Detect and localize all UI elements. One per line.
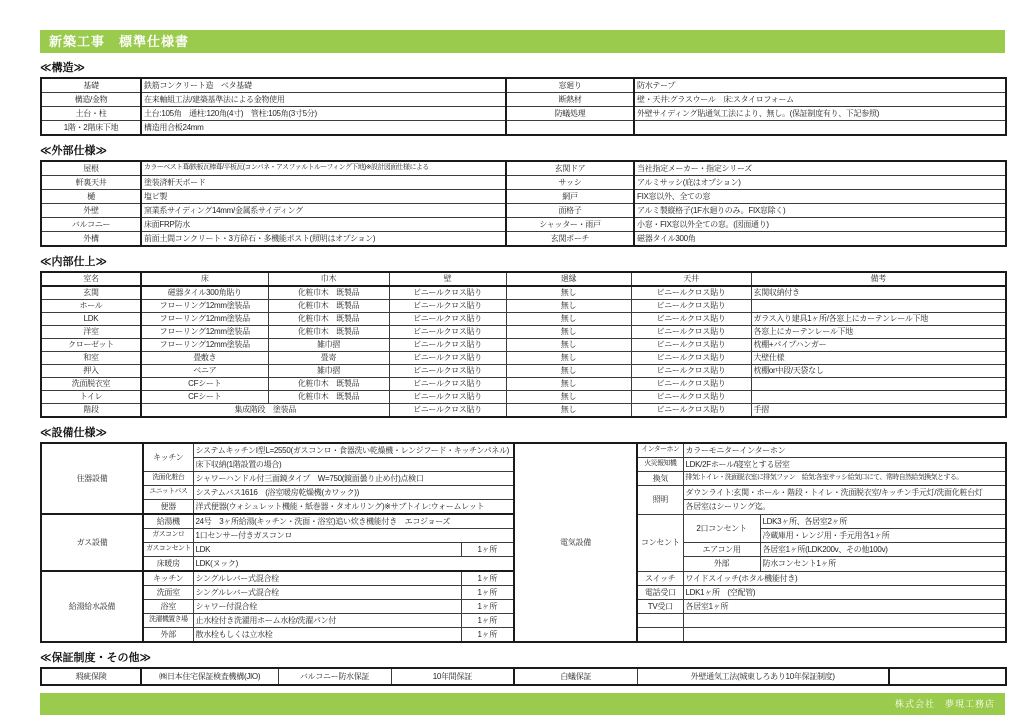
table-cell: 窯業系サイディング14mm/金属系サイディング xyxy=(141,204,506,218)
table-cell: サッシ xyxy=(506,176,634,190)
table-cell: 洋式便器(ウォシュレット機能・紙巻器・タオルリング)※サブトイレ:ウォームレット xyxy=(193,500,514,515)
table-cell: 火災報知機 xyxy=(637,458,683,472)
table-cell: ビニールクロス貼り xyxy=(631,352,751,365)
table-cell: 各居室1ヶ所 xyxy=(683,600,1006,614)
table-cell: シングルレバー式混合栓 xyxy=(193,571,461,586)
table-cell: 玄関ポーチ xyxy=(506,232,634,247)
table-cell: 無し xyxy=(506,326,631,339)
table-cell: ビニールクロス貼り xyxy=(631,313,751,326)
table-cell-empty xyxy=(506,121,634,136)
table-cell: 1ヶ所 xyxy=(461,628,514,643)
table-row xyxy=(41,378,1006,391)
table-cell: 換気 xyxy=(637,472,683,486)
page-title: 新築工事 標準仕様書 xyxy=(49,34,190,49)
table-cell: 無し xyxy=(506,378,631,391)
table-cell: ビニールクロス貼り xyxy=(631,339,751,352)
table-cell: インターホン xyxy=(637,443,683,458)
table-cell: ワイドスイッチ(ホタル機能付き) xyxy=(683,571,1006,586)
table-cell: フローリング12mm塗装品 xyxy=(141,300,268,313)
table-cell: 軒裏天井 xyxy=(41,176,141,190)
warranty-table xyxy=(40,667,1007,686)
table-cell: 備考 xyxy=(751,272,1006,286)
table-cell-empty xyxy=(637,628,683,643)
table-cell: 畳寄 xyxy=(268,352,389,365)
table-cell: 当社指定メーカー・指定シリーズ xyxy=(634,161,1006,176)
table-cell: クローゼット xyxy=(41,339,141,352)
table-cell: 玄関収納付き xyxy=(751,286,1006,300)
table-cell: 無し xyxy=(506,365,631,378)
table-cell: 床下収納(1階設置の場合) xyxy=(193,458,514,472)
table-cell: 手摺 xyxy=(751,404,1006,418)
table-row xyxy=(41,190,1006,204)
table-cell: コンセント xyxy=(637,514,683,571)
table-row xyxy=(41,107,1006,121)
interior-finish-table xyxy=(40,271,1007,418)
table-cell: 電話受口 xyxy=(637,586,683,600)
table-cell: 洗面脱衣室 xyxy=(41,378,141,391)
table-row xyxy=(41,121,1006,136)
table-row xyxy=(41,272,1006,286)
table-cell: 面格子 xyxy=(506,204,634,218)
table-cell: 無し xyxy=(506,391,631,404)
section-heading-warranty: ≪保証制度・その他≫ xyxy=(40,652,152,664)
table-row xyxy=(41,391,1006,404)
table-cell: ダウンライト:玄関・ホール・階段・トイレ・洗面脱衣室/キッチン手元灯/洗面化粧台灯 xyxy=(683,486,1006,500)
table-cell-empty xyxy=(751,378,1006,391)
table-cell: ベニア xyxy=(141,365,268,378)
table-cell: ビニールクロス貼り xyxy=(389,326,506,339)
table-cell: 集成階段 塗装品 xyxy=(141,404,389,418)
table-cell: 浴室 xyxy=(143,600,193,614)
table-cell: 外部 xyxy=(683,557,760,572)
table-cell: 床 xyxy=(141,272,268,286)
table-cell: TV受口 xyxy=(637,600,683,614)
table-row xyxy=(41,339,1006,352)
table-cell: 1ヶ所 xyxy=(461,614,514,628)
table-cell: 化粧巾木 既製品 xyxy=(268,378,389,391)
table-cell: スイッチ xyxy=(637,571,683,586)
table-cell: ビニールクロス貼り xyxy=(631,391,751,404)
table-cell: 壁 xyxy=(389,272,506,286)
table-cell: 無し xyxy=(506,352,631,365)
table-cell: 住器設備 xyxy=(41,443,143,514)
table-cell: 床暖房 xyxy=(143,557,193,572)
table-cell: 和室 xyxy=(41,352,141,365)
section-heading-structure: ≪構造≫ xyxy=(40,62,86,74)
table-row xyxy=(41,352,1006,365)
table-cell: ビニールクロス貼り xyxy=(631,365,751,378)
table-cell: カラーベスト葺/鉄板瓦棒葺/平板瓦(コンパネ・アスファルトルーフィング下地)※設計図面仕様による xyxy=(141,161,506,176)
table-cell: シャッター・雨戸 xyxy=(506,218,634,232)
footer-company-name: 株式会社 夢現工務店 xyxy=(894,699,995,709)
table-cell: 洗面化粧台 xyxy=(143,472,193,486)
table-row xyxy=(41,326,1006,339)
table-cell: 便器 xyxy=(143,500,193,515)
table-cell: フローリング12mm塗装品 xyxy=(141,313,268,326)
table-cell: CFシート xyxy=(141,391,268,404)
table-cell: 化粧巾木 既製品 xyxy=(268,391,389,404)
section-heading-exterior: ≪外部仕様≫ xyxy=(40,145,108,157)
table-cell: キッチン xyxy=(143,443,193,472)
table-row xyxy=(41,443,1006,458)
table-cell: 小窓・FIX窓以外全ての窓。(図面通り) xyxy=(634,218,1006,232)
table-cell: 玄関ドア xyxy=(506,161,634,176)
table-cell: 塗装済軒天ボード xyxy=(141,176,506,190)
table-cell: 1ヶ所 xyxy=(461,543,514,557)
table-cell: アルミ製縦格子(1F水廻りのみ。FIX窓除く) xyxy=(634,204,1006,218)
table-cell: 屋根 xyxy=(41,161,141,176)
table-row xyxy=(41,668,1006,685)
table-row xyxy=(41,313,1006,326)
table-cell: FIX窓以外、全ての窓 xyxy=(634,190,1006,204)
table-cell: ビニールクロス貼り xyxy=(389,313,506,326)
table-cell: 雑巾摺 xyxy=(268,365,389,378)
table-cell-empty xyxy=(889,668,1006,685)
table-cell: 無し xyxy=(506,300,631,313)
table-cell: LDK3ヶ所、各居室2ヶ所 xyxy=(760,514,1006,529)
table-row xyxy=(41,93,1006,107)
table-row xyxy=(41,218,1006,232)
table-cell: エアコン用 xyxy=(683,543,760,557)
table-cell: 1ヶ所 xyxy=(461,600,514,614)
table-cell: キッチン xyxy=(143,571,193,586)
table-cell: ビニールクロス貼り xyxy=(389,404,506,418)
equipment-table xyxy=(40,442,1007,643)
table-cell: LDK xyxy=(193,543,461,557)
table-row xyxy=(41,232,1006,247)
table-cell: 枕棚+パイプハンガー xyxy=(751,339,1006,352)
table-cell: 前面土間コンクリート・3方砕石・多機能ポスト(照明はオプション) xyxy=(141,232,506,247)
table-cell-empty xyxy=(683,614,1006,628)
table-cell: CFシート xyxy=(141,378,268,391)
table-cell: 基礎 xyxy=(41,78,141,93)
table-cell: 雑巾摺 xyxy=(268,339,389,352)
table-cell: ビニールクロス貼り xyxy=(631,326,751,339)
table-cell: LDK1ヶ所 (空配管) xyxy=(683,586,1006,600)
table-cell: 止水栓付き洗濯用ホーム水栓/洗濯パン付 xyxy=(193,614,461,628)
table-cell: 外壁サイディング貼通気工法により、無し。(保証制度有り、下記参照) xyxy=(634,107,1006,121)
table-cell: 化粧巾木 既製品 xyxy=(268,286,389,300)
table-cell: 樋 xyxy=(41,190,141,204)
table-cell: フローリング12mm塗装品 xyxy=(141,326,268,339)
table-cell: ホール xyxy=(41,300,141,313)
table-cell: 階段 xyxy=(41,404,141,418)
table-cell: ビニールクロス貼り xyxy=(389,391,506,404)
table-cell: ガス設備 xyxy=(41,514,143,571)
table-cell: 網戸 xyxy=(506,190,634,204)
section-heading-interior: ≪内部仕上≫ xyxy=(40,256,108,268)
table-cell: 防蟻処理 xyxy=(506,107,634,121)
table-cell: 2口コンセント xyxy=(683,514,760,543)
table-cell: システムキッチンI型L=2550(ガスコンロ・食器洗い乾燥機・レンジフード・キッチンパネル) xyxy=(193,443,514,458)
table-cell: 洋室 xyxy=(41,326,141,339)
table-cell: ガスコンロ xyxy=(143,529,193,543)
table-cell: ビニールクロス貼り xyxy=(631,300,751,313)
table-cell: システムバス1616 (浴室暖房乾燥機(カワック)) xyxy=(193,486,514,500)
table-cell: 化粧巾木 既製品 xyxy=(268,313,389,326)
table-cell: 構造用合板24mm xyxy=(141,121,506,136)
table-cell: 給湯給水設備 xyxy=(41,571,143,642)
table-cell: 各居室1ヶ所(LDK200v、その他100v) xyxy=(760,543,1006,557)
table-cell: 冷蔵庫用・レンジ用・手元用各1ヶ所 xyxy=(760,529,1006,543)
table-cell: ビニールクロス貼り xyxy=(631,286,751,300)
table-cell: シャワー付混合栓 xyxy=(193,600,461,614)
table-cell: ユニットバス xyxy=(143,486,193,500)
section-heading-equipment: ≪設備仕様≫ xyxy=(40,427,108,439)
table-row xyxy=(41,300,1006,313)
table-row xyxy=(41,204,1006,218)
table-cell: 磁器タイル300角貼り xyxy=(141,286,268,300)
table-row xyxy=(41,365,1006,378)
table-cell: 排気:トイレ・洗面脱衣室に排気ファン 給気:各室サッシ給気口にて、常時自然給気換気とする。 xyxy=(683,472,1006,486)
table-cell: 断熱材 xyxy=(506,93,634,107)
table-cell: 磁器タイル300角 xyxy=(634,232,1006,247)
table-cell: 土台:105角 通柱:120角(4寸) 管柱:105角(3寸5分) xyxy=(141,107,506,121)
table-cell: 散水栓もしくは立水栓 xyxy=(193,628,461,643)
table-cell: 外部 xyxy=(143,628,193,643)
table-cell: 外壁 xyxy=(41,204,141,218)
exterior-table xyxy=(40,160,1007,247)
table-row xyxy=(41,286,1006,300)
table-cell: シャワーハンドル付三面鏡タイプ W=750(鏡面曇り止め付)点検口 xyxy=(193,472,514,486)
table-row xyxy=(41,161,1006,176)
table-cell: ビニールクロス貼り xyxy=(389,300,506,313)
table-cell: 構造/金物 xyxy=(41,93,141,107)
structure-table xyxy=(40,77,1007,136)
table-cell: ビニールクロス貼り xyxy=(389,365,506,378)
table-cell-empty xyxy=(751,300,1006,313)
table-cell: 化粧巾木 既製品 xyxy=(268,300,389,313)
table-cell: 無し xyxy=(506,404,631,418)
table-cell: 無し xyxy=(506,339,631,352)
table-cell: 1ヶ所 xyxy=(461,571,514,586)
table-cell: シングルレバー式混合栓 xyxy=(193,586,461,600)
table-cell: 1ヶ所 xyxy=(461,586,514,600)
table-cell: 化粧巾木 既製品 xyxy=(268,326,389,339)
table-cell: カラーモニターインターホン xyxy=(683,443,1006,458)
table-cell: 床面FRP防水 xyxy=(141,218,506,232)
table-row xyxy=(41,176,1006,190)
table-cell: 給湯機 xyxy=(143,514,193,529)
table-cell: 窓廻り xyxy=(506,78,634,93)
table-cell: ビニールクロス貼り xyxy=(389,286,506,300)
table-cell: ビニールクロス貼り xyxy=(631,404,751,418)
table-cell: 天井 xyxy=(631,272,751,286)
table-cell: 壁・天井:グラスウール 床:スタイロフォーム xyxy=(634,93,1006,107)
table-cell: 洗濯機置き場 xyxy=(143,614,193,628)
table-cell: 1階・2階床下地 xyxy=(41,121,141,136)
table-cell: 土台・柱 xyxy=(41,107,141,121)
table-cell: LDK xyxy=(41,313,141,326)
table-cell: 外構 xyxy=(41,232,141,247)
table-cell: ビニールクロス貼り xyxy=(389,352,506,365)
table-cell: フローリング12mm塗装品 xyxy=(141,339,268,352)
table-cell: 室名 xyxy=(41,272,141,286)
table-cell: ガスコンセント xyxy=(143,543,193,557)
table-cell-empty xyxy=(683,628,1006,643)
table-cell: 玄関 xyxy=(41,286,141,300)
table-cell: バルコニー防水保証 xyxy=(278,668,391,685)
table-cell: 照明 xyxy=(637,486,683,515)
table-cell: トイレ xyxy=(41,391,141,404)
table-cell: アルミサッシ(庇はオプション) xyxy=(634,176,1006,190)
table-cell: 押入 xyxy=(41,365,141,378)
table-cell: 白蟻保証 xyxy=(514,668,637,685)
page-title-bar xyxy=(40,30,1005,53)
table-cell: 外壁通気工法(城東しろあり10年保証制度) xyxy=(637,668,889,685)
table-cell: 1口センサー付きガスコンロ xyxy=(193,529,514,543)
table-cell: 廻縁 xyxy=(506,272,631,286)
table-cell: 各居室はシーリング迄。 xyxy=(683,500,1006,515)
table-cell: 無し xyxy=(506,286,631,300)
table-cell: 畳敷き xyxy=(141,352,268,365)
table-cell: 鉄筋コンクリート造 ベタ基礎 xyxy=(141,78,506,93)
table-cell: ガラス入り建具1ヶ所/各窓上にカーテンレール下地 xyxy=(751,313,1006,326)
table-cell: 防水コンセント1ヶ所 xyxy=(760,557,1006,572)
table-cell: 塩ビ製 xyxy=(141,190,506,204)
table-cell: LDK(ヌック) xyxy=(193,557,514,572)
table-cell: 24号 3ヶ所給湯(キッチン・洗面・浴室)追い炊き機能付き エコジョーズ xyxy=(193,514,514,529)
table-cell: LDK/2Fホール/寝室とする居室 xyxy=(683,458,1006,472)
table-cell: 電気設備 xyxy=(514,443,637,642)
table-cell: ビニールクロス貼り xyxy=(631,378,751,391)
table-cell: 巾木 xyxy=(268,272,389,286)
table-cell: 防水テープ xyxy=(634,78,1006,93)
table-cell: 各窓上にカーテンレール下地 xyxy=(751,326,1006,339)
table-cell: ビニールクロス貼り xyxy=(389,378,506,391)
table-cell: ビニールクロス貼り xyxy=(389,339,506,352)
table-cell-empty xyxy=(637,614,683,628)
table-cell-empty xyxy=(751,391,1006,404)
table-cell: 洗面室 xyxy=(143,586,193,600)
table-cell: バルコニー xyxy=(41,218,141,232)
table-cell: 無し xyxy=(506,313,631,326)
footer-bar xyxy=(40,693,1005,715)
table-cell: 枕棚or中段/天袋なし xyxy=(751,365,1006,378)
table-row xyxy=(41,78,1006,93)
table-cell-empty xyxy=(634,121,1006,136)
table-cell: ㈱日本住宅保証検査機構(JIO) xyxy=(141,668,278,685)
table-cell: 在来軸組工法/建築基準法による金物使用 xyxy=(141,93,506,107)
table-cell: 瑕疵保険 xyxy=(41,668,141,685)
table-cell: 10年間保証 xyxy=(391,668,514,685)
table-row xyxy=(41,404,1006,418)
table-cell: 大壁仕様 xyxy=(751,352,1006,365)
